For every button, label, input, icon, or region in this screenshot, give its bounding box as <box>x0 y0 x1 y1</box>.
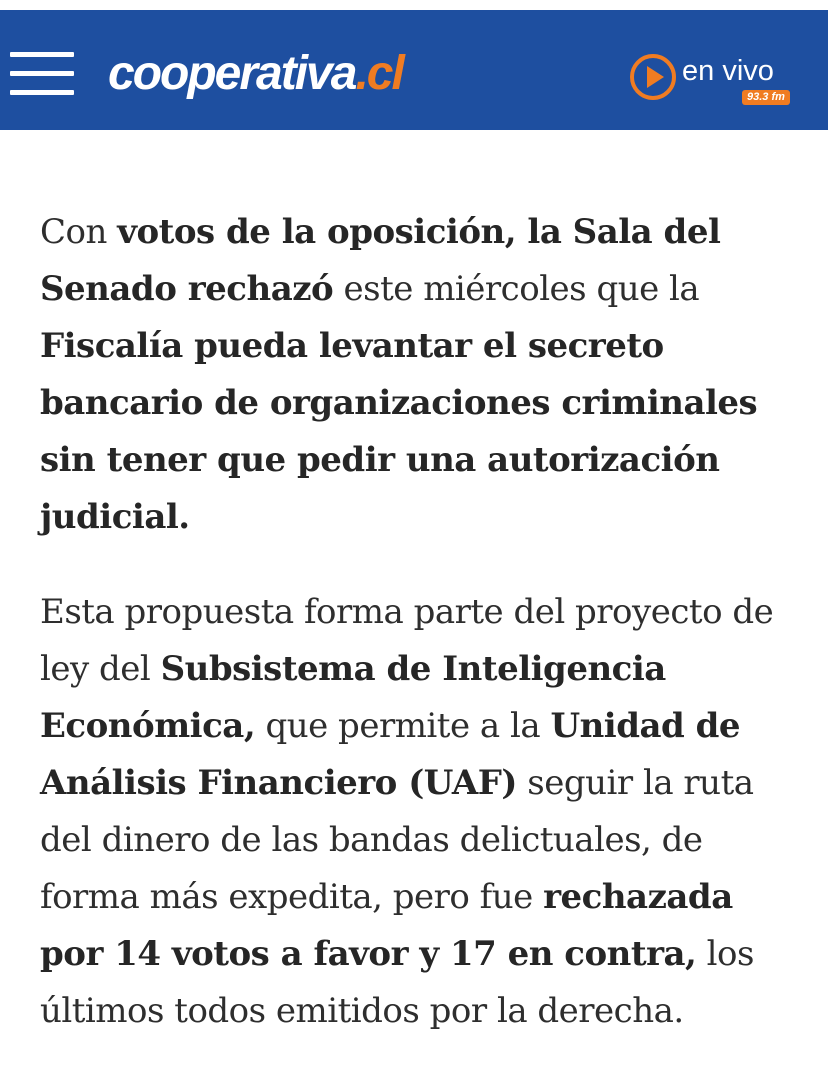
logo-brand: cooperativa <box>108 47 356 100</box>
paragraph-bold-text: rechazada por 14 votos a favor y 17 en contra, <box>40 877 733 974</box>
live-label: en vivo <box>682 55 774 87</box>
site-logo[interactable] <box>108 46 403 102</box>
article-paragraph-1 <box>40 204 800 546</box>
article-body <box>40 204 800 1078</box>
frequency-badge: 93.3 fm <box>742 90 790 105</box>
paragraph-text: que permite a la <box>255 706 551 746</box>
paragraph-text: seguir la ruta del dinero de las bandas delictuales, de forma más expedita, pero fue <box>40 763 754 917</box>
paragraph-text: los últimos todos emitidos por la derecha. <box>40 934 754 1031</box>
live-radio-button[interactable] <box>628 52 798 108</box>
paragraph-bold-text: Fiscalía pueda levantar el secreto bancario de organizaciones criminales sin tener que pedir una autorización judicial. <box>40 326 758 537</box>
paragraph-bold-text: votos de la oposición, la Sala del Senado rechazó <box>40 212 721 309</box>
paragraph-bold-text: Subsistema de Inteligencia Económica, <box>40 649 666 746</box>
play-icon <box>628 52 678 102</box>
hamburger-menu-icon[interactable] <box>10 44 74 104</box>
site-header <box>0 10 828 130</box>
paragraph-text: Esta propuesta forma parte del proyecto de ley del <box>40 592 774 689</box>
paragraph-text: Con <box>40 212 118 252</box>
article-paragraph-2 <box>40 584 800 1040</box>
paragraph-bold-text: Unidad de Análisis Financiero (UAF) <box>40 706 741 803</box>
logo-tld: .cl <box>355 47 403 100</box>
paragraph-text: este miércoles que la <box>333 269 700 309</box>
